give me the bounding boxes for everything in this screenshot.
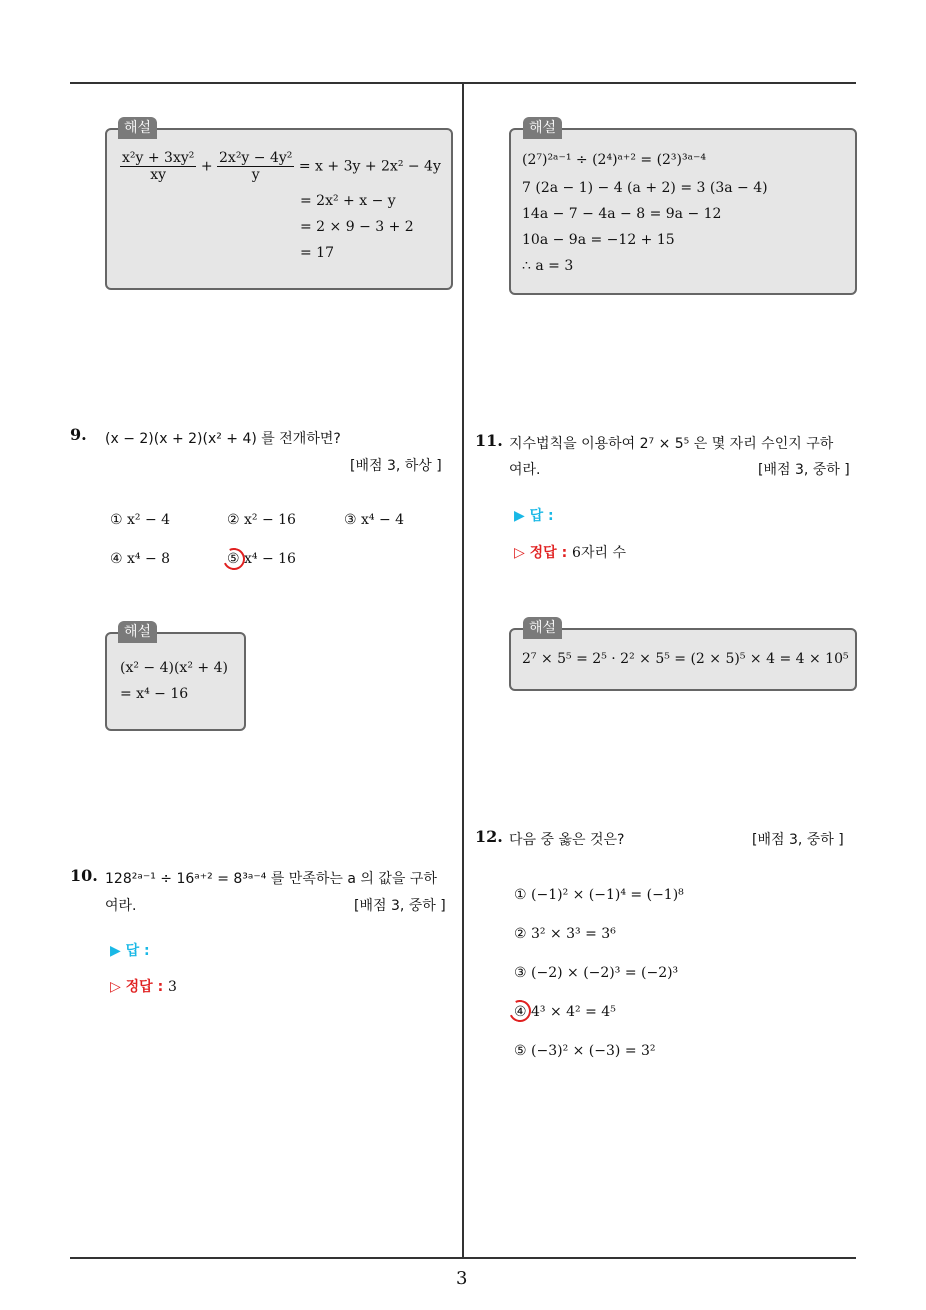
answer-label: ▶ 답 : xyxy=(514,508,554,524)
correct-answer xyxy=(110,976,177,996)
solution-line: ∴ a = 3 xyxy=(522,258,574,274)
option-1[interactable]: ① x² − 4 xyxy=(110,512,171,528)
question-meta: [배점 3, 하상 ] xyxy=(350,458,442,474)
correct-answer xyxy=(514,542,626,562)
solution-tag: 해설 xyxy=(118,117,157,139)
option-3[interactable]: ③ (−2) × (−2)³ = (−2)³ xyxy=(514,965,679,981)
question-meta: [배점 3, 중하 ] xyxy=(354,898,446,914)
solution-line xyxy=(120,150,441,183)
bottom-rule xyxy=(70,1257,856,1259)
solution-line: 14a − 7 − 4a − 8 = 9a − 12 xyxy=(522,206,722,222)
answer-mark-circle xyxy=(220,545,248,573)
solution-tag: 해설 xyxy=(118,621,157,643)
question-text: (x − 2)(x + 2)(x² + 4) 를 전개하면? xyxy=(105,431,341,447)
solution-line: (x² − 4)(x² + 4) xyxy=(120,660,228,676)
question-text: 지수법칙을 이용하여 2⁷ × 5⁵ 은 몇 자리 수인지 구하 xyxy=(509,436,834,452)
solution-line: = 2 × 9 − 3 + 2 xyxy=(300,219,414,235)
question-text: 여라. xyxy=(509,462,541,478)
correct-answer-value: 3 xyxy=(168,979,177,995)
solution-box-q9 xyxy=(105,632,246,731)
frac-denominator: xy xyxy=(150,167,167,183)
solution-line: = 2x² + x − y xyxy=(300,193,396,209)
solution-line: 7 (2a − 1) − 4 (a + 2) = 3 (3a − 4) xyxy=(522,180,768,196)
question-text: 여라. xyxy=(105,898,137,914)
frac-denominator: y xyxy=(251,167,260,183)
frac-numerator: x²y + 3xy² xyxy=(122,150,195,166)
option-4[interactable]: ④ 4³ × 4² = 4⁵ xyxy=(514,1004,616,1020)
page-number: 3 xyxy=(456,1268,468,1289)
option-2[interactable]: ② x² − 16 xyxy=(227,512,296,528)
plus-sign: + xyxy=(200,158,213,175)
solution-line: = 17 xyxy=(300,245,334,261)
column-divider xyxy=(462,82,464,1258)
question-text: 128²ᵃ⁻¹ ÷ 16ᵃ⁺² = 8³ᵃ⁻⁴ 를 만족하는 a 의 값을 구하 xyxy=(105,871,437,887)
option-4[interactable]: ④ x⁴ − 8 xyxy=(110,551,171,567)
question-text: 다음 중 옳은 것은? xyxy=(509,832,625,848)
question-number: 11. xyxy=(475,431,503,450)
question-number: 12. xyxy=(475,827,503,846)
solution-line: (2⁷)²ᵃ⁻¹ ÷ (2⁴)ᵃ⁺² = (2³)³ᵃ⁻⁴ xyxy=(522,152,707,168)
option-2[interactable]: ② 3² × 3³ = 3⁶ xyxy=(514,926,616,942)
correct-answer-label: ▷ 정답 : xyxy=(110,979,164,995)
solution-line: = x⁴ − 16 xyxy=(120,686,189,702)
answer-label: ▶ 답 : xyxy=(110,943,150,959)
question-number: 9. xyxy=(70,425,87,444)
question-meta: [배점 3, 중하 ] xyxy=(752,832,844,848)
option-1[interactable]: ① (−1)² × (−1)⁴ = (−1)⁸ xyxy=(514,887,684,903)
option-5[interactable]: ⑤ (−3)² × (−3) = 3² xyxy=(514,1043,656,1059)
correct-answer-label: ▷ 정답 : xyxy=(514,545,568,561)
solution-line: 10a − 9a = −12 + 15 xyxy=(522,232,675,248)
correct-answer-value: 6자리 수 xyxy=(572,545,626,561)
solution-tag: 해설 xyxy=(523,617,562,639)
solution-line: 2⁷ × 5⁵ = 2⁵ · 2² × 5⁵ = (2 × 5)⁵ × 4 = 4 × 10⁵ xyxy=(522,651,849,667)
frac-numerator: 2x²y − 4y² xyxy=(219,150,293,166)
question-meta: [배점 3, 중하 ] xyxy=(758,462,850,478)
option-3[interactable]: ③ x⁴ − 4 xyxy=(344,512,405,528)
solution-rhs: = x + 3y + 2x² − 4y xyxy=(298,158,441,175)
question-number: 10. xyxy=(70,866,98,885)
answer-mark-circle xyxy=(506,997,534,1025)
option-5[interactable]: ⑤ x⁴ − 16 xyxy=(227,551,296,567)
solution-tag: 해설 xyxy=(523,117,562,139)
